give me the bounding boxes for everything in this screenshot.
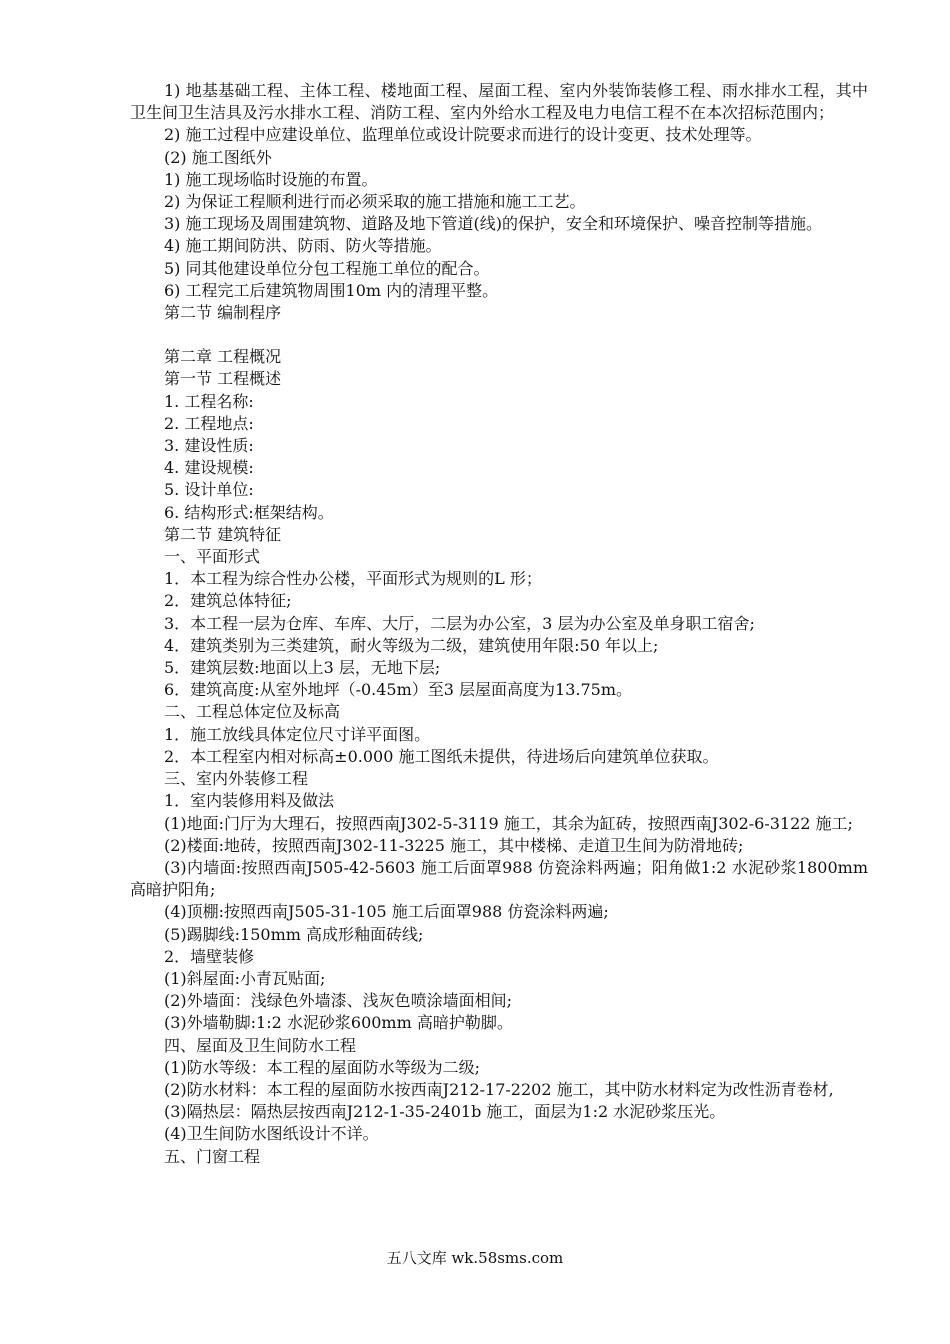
plan-item-2: 2．建筑总体特征; [164,591,292,611]
decoration-indoor-floor: (1)地面:门厅为大理石，按照西南J302-5-3119 施工，其余为缸砖，按照西南J302-6-3122 施工; [164,813,853,833]
decoration-indoor-skirting: (5)踢脚线:150mm 高成形釉面砖线; [164,924,424,944]
plan-item-6: 6．建筑高度:从室外地坪（-0.45m）至3 层屋面高度为13.75m。 [164,680,633,700]
section-heading-overview: 第一节 工程概述 [164,369,282,389]
decoration-wall-exterior: (2)外墙面：浅绿色外墙漆、浅灰色喷涂墙面相间; [164,991,513,1011]
section-heading-compilation: 第二节 编制程序 [164,303,282,323]
decoration-indoor-heading: 1．室内装修用料及做法 [164,791,335,811]
waterproof-material: (2)防水材料：本工程的屋面防水按西南J212-17-2202 施工，其中防水材料定为改性沥青卷材, [164,1079,834,1099]
overview-item-location: 2. 工程地点: [164,413,254,433]
waterproof-insulation: (3)隔热层：隔热层按西南J212-1-35-2401b 施工，面层为1:2 水泥砂浆压光。 [164,1102,726,1122]
chapter-heading: 第二章 工程概况 [164,347,282,367]
section-heading-building-features: 第二节 建筑特征 [164,524,282,544]
paragraph-outside-item-5: 5) 同其他建设单位分包工程施工单位的配合。 [164,258,490,278]
footer-watermark: 五八文库 wk.58sms.com [386,1249,564,1267]
decoration-indoor-wall: (3)内墙面:按照西南J505-42-5603 施工后面罩988 仿瓷涂料两遍；阳角做1:2 水泥砂浆1800mm 高暗护阳角; [130,857,868,900]
paragraph-outside-item-3: 3) 施工现场及周围建筑物、道路及地下管道(线)的保护，安全和环境保护、噪音控制等措施。 [164,214,822,234]
paragraph-outside-drawings-heading: (2) 施工图纸外 [164,147,272,167]
decoration-wall-plinth: (3)外墙勒脚:1:2 水泥砂浆600mm 高暗护勒脚。 [164,1013,513,1033]
decoration-indoor-upper-floor: (2)楼面:地砖，按照西南J302-11-3225 施工，其中楼梯、走道卫生间为防滑地砖; [164,835,744,855]
subheading-plan-form: 一、平面形式 [164,547,261,567]
paragraph-scope-item-1: 1) 地基基础工程、主体工程、楼地面工程、屋面工程、室内外装饰装修工程、雨水排水工程，其中卫生间卫生洁具及污水排水工程、消防工程、室内外给水工程及电力电信工程不在本次招标范围内； [130,81,868,123]
blank-line [130,324,868,346]
subheading-waterproofing: 四、屋面及卫生间防水工程 [164,1035,357,1055]
overview-item-name: 1. 工程名称: [164,391,254,411]
positioning-item-1: 1．施工放线具体定位尺寸详平面图。 [164,724,431,744]
plan-item-5: 5．建筑层数:地面以上3 层，无地下层; [164,658,441,678]
subheading-positioning: 二、工程总体定位及标高 [164,702,341,722]
paragraph-outside-item-6: 6) 工程完工后建筑物周围10m 内的清理平整。 [164,280,499,300]
overview-item-nature: 3. 建设性质: [164,436,254,456]
waterproof-grade: (1)防水等级：本工程的屋面防水等级为二级; [164,1057,481,1077]
waterproof-bathroom: (4)卫生间防水图纸设计不详。 [164,1124,379,1144]
subheading-doors-windows: 五、门窗工程 [164,1146,261,1166]
overview-item-scale: 4. 建设规模: [164,458,254,478]
paragraph-outside-item-1: 1) 施工现场临时设施的布置。 [164,169,378,189]
subheading-decoration: 三、室内外装修工程 [164,769,309,789]
paragraph-scope-item-2: 2) 施工过程中应建设单位、监理单位或设计院要求而进行的设计变更、技术处理等。 [164,125,762,145]
paragraph-outside-item-4: 4) 施工期间防洪、防雨、防火等措施。 [164,236,442,256]
document-body [130,80,868,1168]
paragraph-outside-item-2: 2) 为保证工程顺利进行而必须采取的施工措施和施工工艺。 [164,192,586,212]
plan-item-3: 3．本工程一层为仓库、车库、大厅，二层为办公室，3 层为办公室及单身职工宿舍; [164,613,755,633]
overview-item-designer: 5. 设计单位: [164,480,254,500]
decoration-indoor-ceiling: (4)顶棚:按照西南J505-31-105 施工后面罩988 仿瓷涂料两遍; [164,902,609,922]
decoration-wall-roof: (1)斜屋面:小青瓦贴面; [164,968,326,988]
positioning-item-2: 2．本工程室内相对标高±0.000 施工图纸未提供，待进场后向建筑单位获取。 [164,746,719,766]
decoration-wall-heading: 2．墙壁装修 [164,946,255,966]
overview-item-structure: 6. 结构形式:框架结构。 [164,502,334,522]
plan-item-4: 4．建筑类别为三类建筑，耐火等级为二级，建筑使用年限:50 年以上; [164,635,659,655]
plan-item-1: 1．本工程为综合性办公楼，平面形式为规则的L 形； [164,569,542,589]
